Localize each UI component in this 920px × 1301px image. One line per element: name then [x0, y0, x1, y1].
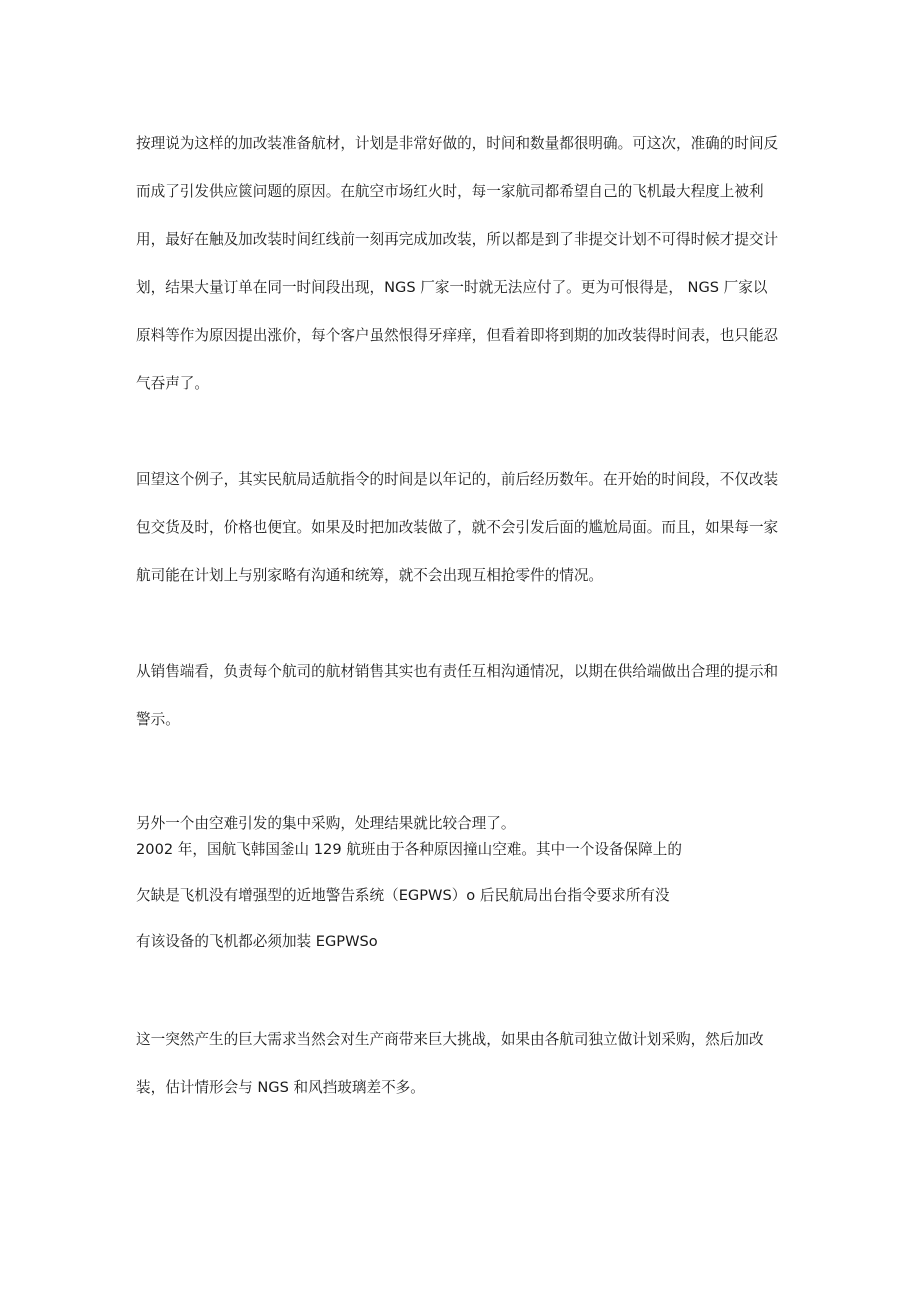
paragraph-5-line-2: 装，估计情形会与 NGS 和风挡玻璃差不多。 [136, 1079, 425, 1096]
paragraph-2-line-2: 包交货及时，价格也便宜。如果及时把加改装做了，就不会引发后面的尴尬局面。而且，如果每一家 [136, 519, 779, 536]
paragraph-2-line-3: 航司能在计划上与别家略有沟通和统筹，就不会出现互相抢零件的情况。 [136, 567, 604, 584]
paragraph-4-line-3: 欠缺是飞机没有增强型的近地警告系统（EGPWS）o 后民航局出台指令要求所有没 [136, 887, 670, 904]
paragraph-1-line-6: 气吞声了。 [136, 375, 209, 392]
paragraph-4-line-2: 2002 年，国航飞韩国釜山 129 航班由于各种原因撞山空难。其中一个设备保障上的 [136, 841, 682, 858]
paragraph-4-line-1: 另外一个由空难引发的集中采购，处理结果就比较合理了。 [136, 815, 516, 832]
paragraph-1-line-2: 而成了引发供应篋问题的原因。在航空市场红火时，每一家航司都希望自己的飞机最大程度上被利 [136, 183, 764, 200]
paragraph-1-line-1: 按理说为这样的加改装准备航材，计划是非常好做的，时间和数量都很明确。可这次，准确的时间反 [136, 135, 779, 152]
paragraph-1-line-4: 划，结果大量订单在同一时间段出现，NGS 厂家一时就无法应付了。更为可恨得是， NGS 厂家以 [136, 279, 768, 296]
paragraph-1-line-5: 原料等作为原因提出涨价，每个客户虽然恨得牙痒痒，但看着即将到期的加改装得时间表，也只能忍 [136, 327, 779, 344]
paragraph-5-line-1: 这一突然产生的巨大需求当然会对生产商带来巨大挑战，如果由各航司独立做计划采购，然后加改 [136, 1031, 764, 1048]
paragraph-2-line-1: 回望这个例子，其实民航局适航指令的时间是以年记的，前后经历数年。在开始的时间段，不仅改装 [136, 471, 779, 488]
paragraph-1-line-3: 用，最好在触及加改装时间红线前一刻再完成加改装，所以都是到了非提交计划不可得时候才提交计 [136, 231, 779, 248]
paragraph-3-line-1: 从销售端看，负责每个航司的航材销售其实也有责任互相沟通情况，以期在供给端做出合理的提示和 [136, 663, 779, 680]
paragraph-4-line-4: 有该设备的飞机都必须加装 EGPWSo [136, 933, 378, 950]
paragraph-3-line-2: 警示。 [136, 711, 180, 728]
